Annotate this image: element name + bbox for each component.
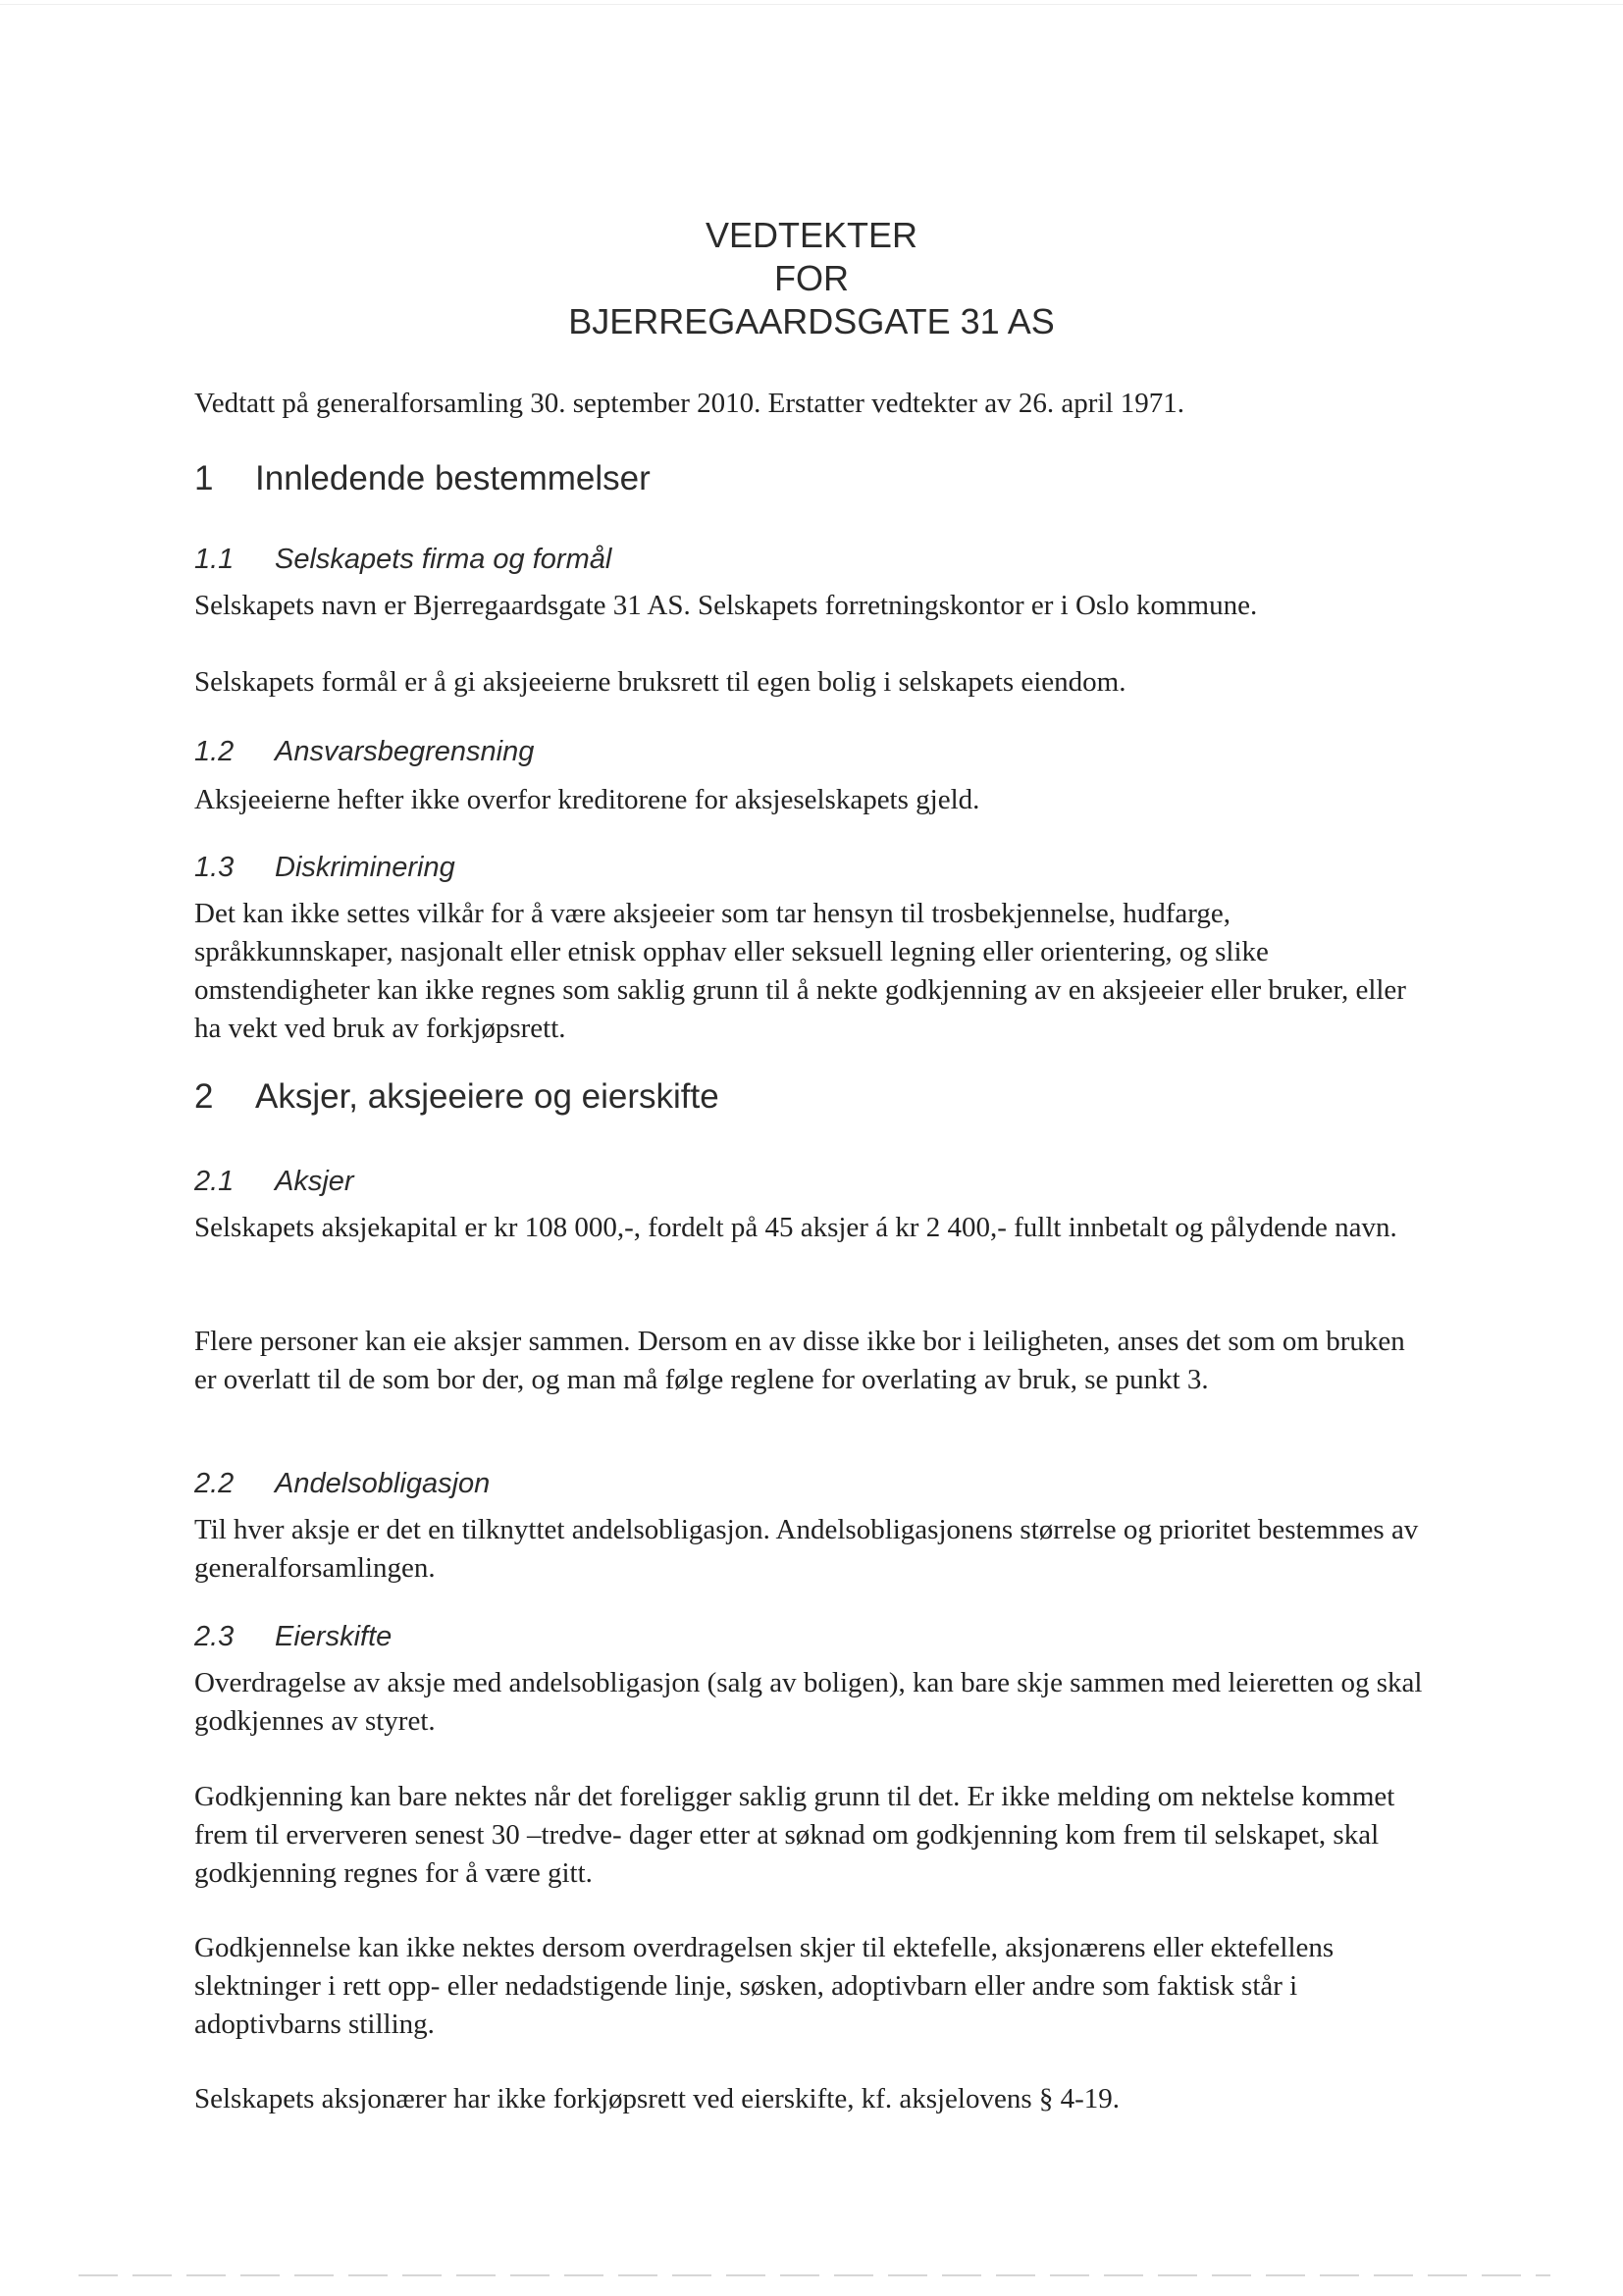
- subsection-heading-2-2: [194, 1466, 490, 1501]
- section-heading-1: [194, 457, 651, 500]
- title-line-2: FOR: [774, 258, 849, 298]
- section-title: Innledende bestemmelser: [255, 459, 651, 497]
- subsection-heading-1-1: [194, 542, 611, 577]
- paragraph: Til hver aksje er det en tilknyttet andelsobligasjon. Andelsobligasjonens størrelse og prioritet bestemmes av generalforsamlingen.: [194, 1514, 1419, 1584]
- subsection-number: 2.2: [194, 1468, 235, 1499]
- subsection-title: Selskapets firma og formål: [275, 544, 612, 575]
- adoption-note: Vedtatt på generalforsamling 30. september 2010. Erstatter vedtekter av 26. april 1971.: [194, 388, 1185, 419]
- section-number: 2: [194, 1077, 214, 1116]
- subsection-number: 1.1: [194, 544, 235, 575]
- subsection-heading-2-1: [194, 1164, 354, 1199]
- subsection-title: Aksjer: [275, 1166, 354, 1197]
- paragraph: Flere personer kan eie aksjer sammen. Dersom en av disse ikke bor i leiligheten, anses det som om bruken er overlatt til de som bor der, og man må følge reglene for overlating av bruk, se punkt 3.: [194, 1326, 1405, 1395]
- subsection-title: Ansvarsbegrensning: [275, 736, 535, 767]
- subsection-heading-2-3: [194, 1619, 392, 1654]
- section-number: 1: [194, 459, 214, 497]
- subsection-number: 2.3: [194, 1621, 235, 1652]
- title-line-3: BJERREGAARDSGATE 31 AS: [568, 301, 1055, 341]
- paragraph: Godkjennelse kan ikke nektes dersom overdragelsen skjer til ektefelle, aksjonærens eller ektefellens slektninger i rett opp- eller nedadstigende linje, søsken, adoptivbarn eller andre som faktisk står i adoptivbarns stilling.: [194, 1932, 1335, 2040]
- paragraph: Aksjeeierne hefter ikke overfor kreditorene for aksjeselskapets gjeld.: [194, 784, 980, 815]
- paragraph: Selskapets aksjekapital er kr 108 000,-, fordelt på 45 aksjer á kr 2 400,- fullt innbetalt og pålydende navn.: [194, 1212, 1397, 1243]
- subsection-title: Eierskifte: [275, 1621, 393, 1652]
- scan-edge-line: [0, 4, 1623, 5]
- paragraph: Godkjenning kan bare nektes når det foreligger saklig grunn til det. Er ikke melding om nektelse kommet frem til erververen senest 30 –tredve- dager etter at søknad om godkjenning kom frem til selskapet, skal godkjenning regnes for å være gitt.: [194, 1781, 1395, 1889]
- subsection-title: Andelsobligasjon: [275, 1468, 491, 1499]
- section-title: Aksjer, aksjeeiere og eierskifte: [255, 1077, 719, 1116]
- paragraph: Overdragelse av aksje med andelsobligasjon (salg av boligen), kan bare skje sammen med leieretten og skal godkjennes av styret.: [194, 1667, 1423, 1737]
- section-heading-2: [194, 1075, 719, 1119]
- scan-artifact-line: [79, 2274, 1550, 2276]
- subsection-number: 2.1: [194, 1166, 235, 1197]
- title-line-1: VEDTEKTER: [705, 215, 918, 255]
- paragraph: Selskapets navn er Bjerregaardsgate 31 AS. Selskapets forretningskontor er i Oslo kommune.: [194, 590, 1258, 621]
- document-title: [0, 214, 1623, 343]
- subsection-heading-1-2: [194, 734, 534, 769]
- subsection-number: 1.2: [194, 736, 235, 767]
- subsection-number: 1.3: [194, 852, 235, 883]
- paragraph: Selskapets formål er å gi aksjeeierne bruksrett til egen bolig i selskapets eiendom.: [194, 666, 1126, 698]
- paragraph: Det kan ikke settes vilkår for å være aksjeeier som tar hensyn til trosbekjennelse, hudfarge, språkkunnskaper, nasjonalt eller etnisk opphav eller seksuell legning eller orientering, og slike omstendigheter kan ikke regnes som saklig grunn til å nekte godkjenning av en aksjeeier eller bruker, eller ha vekt ved bruk av forkjøpsrett.: [194, 898, 1406, 1044]
- paragraph: Selskapets aksjonærer har ikke forkjøpsrett ved eierskifte, kf. aksjelovens § 4-19.: [194, 2083, 1121, 2114]
- subsection-title: Diskriminering: [275, 852, 455, 883]
- subsection-heading-1-3: [194, 850, 455, 885]
